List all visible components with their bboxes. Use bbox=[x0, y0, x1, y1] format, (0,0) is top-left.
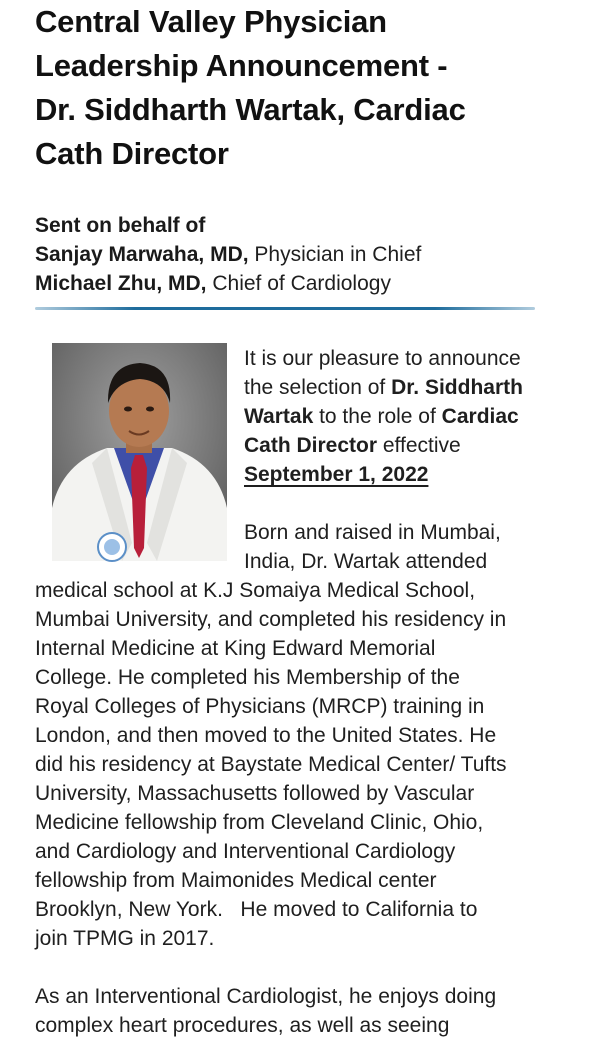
title-line: Leadership Announcement - bbox=[35, 48, 448, 83]
bio-line: Medicine fellowship from Cleveland Clinic, Ohio, bbox=[35, 811, 484, 834]
bio-line: and Cardiology and Interventional Cardiology bbox=[35, 840, 456, 863]
article-body bbox=[35, 344, 575, 1040]
title-line: Dr. Siddharth Wartak, Cardiac bbox=[35, 92, 466, 127]
announcement-line bbox=[35, 431, 575, 460]
announcement-text: effective bbox=[377, 434, 461, 457]
announcement-line bbox=[35, 344, 575, 373]
nominee-name: Dr. Siddharth bbox=[391, 376, 523, 399]
bio-line: Mumbai University, and completed his residency in bbox=[35, 608, 507, 631]
sender-name-2: Michael Zhu, MD, bbox=[35, 272, 207, 295]
bio-line: University, Massachusetts followed by Vascular bbox=[35, 782, 475, 805]
sender-title-2: Chief of Cardiology bbox=[212, 272, 391, 295]
bio-line: Royal Colleges of Physicians (MRCP) training in bbox=[35, 695, 485, 718]
bio-line: Internal Medicine at King Edward Memorial bbox=[35, 637, 436, 660]
bio-line: London, and then moved to the United States. He bbox=[35, 724, 497, 747]
announcement-line bbox=[35, 460, 575, 489]
bio-line: Brooklyn, New York. He moved to California to bbox=[35, 898, 478, 921]
bio-line: join TPMG in 2017. bbox=[35, 927, 215, 950]
section-divider bbox=[35, 307, 535, 310]
title-line: Central Valley Physician bbox=[35, 4, 387, 39]
announcement-text: It is our pleasure to announce bbox=[244, 347, 521, 370]
nominee-name: Wartak bbox=[244, 405, 314, 428]
sender-name-1: Sanjay Marwaha, MD, bbox=[35, 243, 249, 266]
sender-title-1: Physician in Chief bbox=[254, 243, 422, 266]
announcement-line bbox=[35, 373, 575, 402]
role-title: Cath Director bbox=[244, 434, 378, 457]
bio-line: College. He completed his Membership of the bbox=[35, 666, 460, 689]
announcement-line bbox=[35, 402, 575, 431]
announcement-text: the selection of bbox=[244, 376, 392, 399]
sender-intro: Sent on behalf of bbox=[35, 214, 206, 237]
role-title: Cardiac bbox=[441, 405, 519, 428]
closing-line: As an Interventional Cardiologist, he enjoys doing bbox=[35, 985, 497, 1008]
effective-date: September 1, 2022 bbox=[244, 463, 429, 486]
paragraph-gap bbox=[35, 953, 575, 982]
closing-line: complex heart procedures, as well as seeing bbox=[35, 1014, 450, 1037]
announcement-text: to the role of bbox=[313, 405, 442, 428]
sender-block bbox=[35, 211, 575, 298]
bio-line: fellowship from Maimonides Medical center bbox=[35, 869, 437, 892]
page-title bbox=[35, 0, 575, 176]
paragraph-gap bbox=[35, 489, 575, 518]
bio-line: medical school at K.J Somaiya Medical School, bbox=[35, 579, 476, 602]
bio-line: did his residency at Baystate Medical Center/ Tufts bbox=[35, 753, 507, 776]
title-line: Cath Director bbox=[35, 136, 229, 171]
bio-line: Born and raised in Mumbai, bbox=[244, 521, 501, 544]
bio-line: India, Dr. Wartak attended bbox=[244, 550, 488, 573]
